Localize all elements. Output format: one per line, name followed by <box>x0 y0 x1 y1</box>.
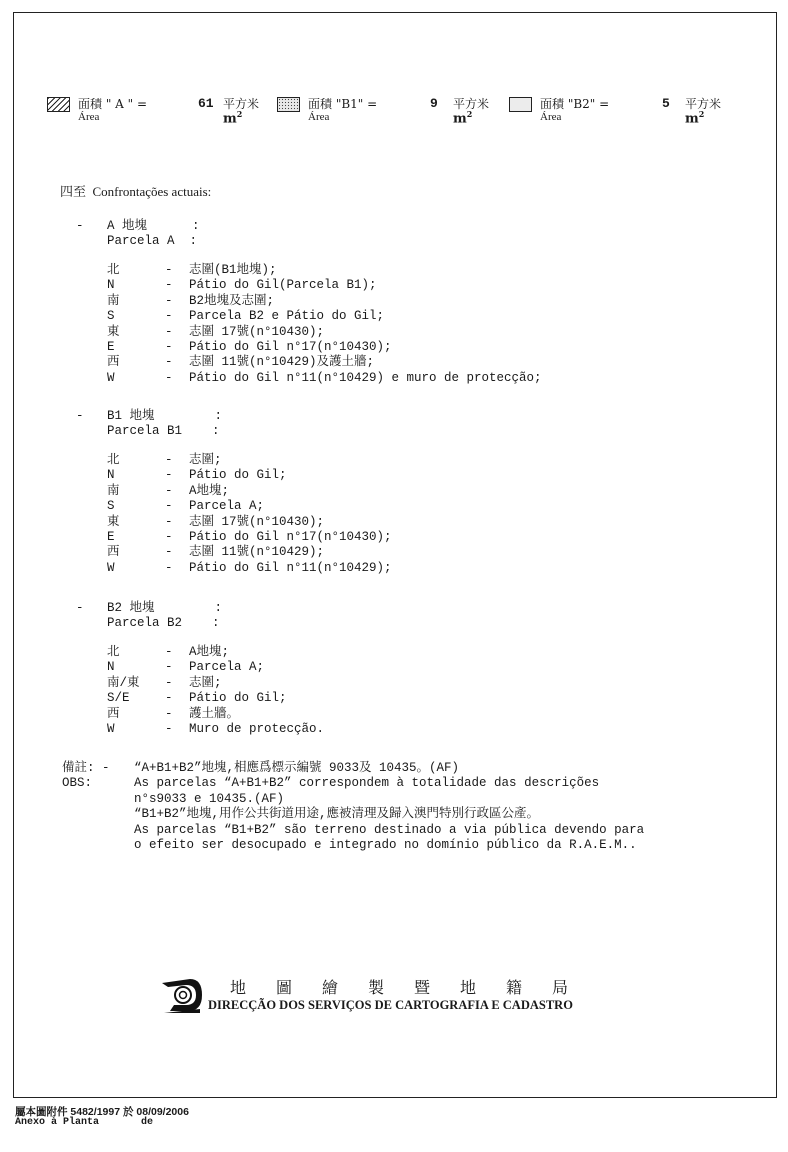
agency-char: 繪 <box>322 978 339 997</box>
boundary-direction: 西 <box>107 707 120 721</box>
agency-char: 局 <box>552 978 569 997</box>
boundary-direction: S <box>107 309 115 323</box>
parcel-title-pt: Parcela A : <box>107 234 198 248</box>
boundary-direction: S <box>107 499 115 513</box>
parcel-dash: - <box>76 219 84 233</box>
obs-label-zh: 備註: - <box>62 761 110 775</box>
boundary-dash: - <box>165 515 173 529</box>
boundary-text: Pátio do Gil(Parcela B1); <box>189 278 377 292</box>
boundary-text: Pátio do Gil; <box>189 468 287 482</box>
footer-annex-pt: Anexo à Planta de <box>15 1117 154 1128</box>
boundary-text: Parcela A; <box>189 499 265 513</box>
legend-label-pt: Área <box>308 111 330 123</box>
boundary-direction: S/E <box>107 691 130 705</box>
boundary-text: 志圍; <box>189 453 222 467</box>
boundary-text: Pátio do Gil n°11(n°10429) e muro de protecção; <box>189 371 542 385</box>
boundary-text: 護土牆。 <box>189 707 240 721</box>
boundary-dash: - <box>165 561 173 575</box>
footer-annex-zh: 屬本圖附件 5482/1997 於 08/09/2006 <box>15 1106 189 1118</box>
boundary-direction: 北 <box>107 453 120 467</box>
boundary-dash: - <box>165 309 173 323</box>
boundary-direction: W <box>107 561 115 575</box>
boundary-dash: - <box>165 707 173 721</box>
boundary-direction: N <box>107 468 115 482</box>
boundary-dash: - <box>165 530 173 544</box>
boundary-text: 志圍; <box>189 676 222 690</box>
boundary-dash: - <box>165 340 173 354</box>
boundary-dash: - <box>165 355 173 369</box>
boundary-direction: 東 <box>107 325 120 339</box>
legend-unit-m-base: m <box>223 111 237 127</box>
legend-unit-zh: 平方米 <box>453 97 490 111</box>
legend-label-pt: Área <box>78 111 100 123</box>
boundary-dash: - <box>165 545 173 559</box>
boundary-dash: - <box>165 722 173 736</box>
legend-unit-m-base: m <box>453 111 467 127</box>
boundary-direction: 西 <box>107 355 120 369</box>
agency-char: 籍 <box>506 978 523 997</box>
boundary-dash: - <box>165 453 173 467</box>
boundary-dash: - <box>165 263 173 277</box>
boundary-direction: E <box>107 340 115 354</box>
obs-line: n°s9033 e 10435.(AF) <box>134 792 285 806</box>
boundary-text: Pátio do Gil n°17(n°10430); <box>189 340 392 354</box>
legend-swatch <box>277 97 300 112</box>
legend-value: 9 <box>430 96 438 111</box>
obs-line: As parcelas “B1+B2” são terreno destinado a via pública devendo para <box>134 823 645 837</box>
boundary-text: Muro de protecção. <box>189 722 325 736</box>
legend-unit-m-sup: 2 <box>698 109 705 119</box>
boundary-text: Pátio do Gil; <box>189 691 287 705</box>
parcel-title-pt: Parcela B2 : <box>107 616 220 630</box>
legend-swatch <box>509 97 532 112</box>
dscc-logo-icon <box>160 975 204 1015</box>
parcel-title-zh: B2 地塊 : <box>107 601 223 615</box>
agency-char: 地 <box>460 978 477 997</box>
boundary-dash: - <box>165 325 173 339</box>
boundary-direction: 南/東 <box>107 676 140 690</box>
boundary-text: 志圍 17號(n°10430); <box>189 325 325 339</box>
legend-label-zh: 面積 "B1" = <box>308 97 378 111</box>
boundary-direction: E <box>107 530 115 544</box>
agency-char: 圖 <box>276 978 293 997</box>
parcel-title-pt: Parcela B1 : <box>107 424 220 438</box>
boundary-text: A地塊; <box>189 645 230 659</box>
parcel-title-zh: B1 地塊 : <box>107 409 223 423</box>
boundary-text: Pátio do Gil n°17(n°10430); <box>189 530 392 544</box>
obs-label-pt: OBS: <box>62 776 93 790</box>
legend-unit-m <box>453 109 472 126</box>
document-frame <box>13 12 777 1098</box>
boundary-dash: - <box>165 371 173 385</box>
boundary-direction: N <box>107 278 115 292</box>
legend-unit-m-sup: 2 <box>236 109 243 119</box>
boundary-dash: - <box>165 468 173 482</box>
boundary-dash: - <box>165 691 173 705</box>
section-heading: 四至 Confrontações actuais: <box>60 184 212 199</box>
legend-unit-zh: 平方米 <box>685 97 722 111</box>
legend-value: 5 <box>662 96 670 111</box>
legend-item-b1 <box>277 95 507 135</box>
boundary-direction: N <box>107 660 115 674</box>
legend-unit-zh: 平方米 <box>223 97 260 111</box>
boundary-direction: W <box>107 371 115 385</box>
legend-label-zh: 面積 " A " = <box>78 97 148 111</box>
boundary-text: Parcela A; <box>189 660 265 674</box>
boundary-dash: - <box>165 484 173 498</box>
legend-label-zh: 面積 "B2" = <box>540 97 610 111</box>
boundary-text: 志圍 11號(n°10429); <box>189 545 325 559</box>
obs-line: o efeito ser desocupado e integrado no domínio público da R.A.E.M.. <box>134 838 637 852</box>
parcel-dash: - <box>76 601 84 615</box>
parcel-title-zh: A 地塊 : <box>107 219 200 233</box>
legend-unit-m <box>685 109 704 126</box>
boundary-direction: 北 <box>107 645 120 659</box>
boundary-text: 志圍 11號(n°10429)及護土牆; <box>189 355 375 369</box>
obs-line: “B1+B2”地塊,用作公共街道用途,應被清理及歸入澳門特別行政區公產。 <box>134 807 540 821</box>
legend-unit-m-base: m <box>685 111 699 127</box>
agency-char: 製 <box>368 978 385 997</box>
boundary-direction: 南 <box>107 294 120 308</box>
agency-block <box>160 975 630 1025</box>
boundary-text: B2地塊及志圍; <box>189 294 275 308</box>
boundary-text: Pátio do Gil n°11(n°10429); <box>189 561 392 575</box>
legend-item-a <box>47 95 277 135</box>
boundary-direction: 北 <box>107 263 120 277</box>
boundary-dash: - <box>165 645 173 659</box>
boundary-direction: 南 <box>107 484 120 498</box>
legend-unit-m <box>223 109 242 126</box>
boundary-dash: - <box>165 278 173 292</box>
legend-item-b2 <box>509 95 739 135</box>
legend-value: 61 <box>198 96 214 111</box>
boundary-dash: - <box>165 660 173 674</box>
boundary-dash: - <box>165 676 173 690</box>
agency-char: 地 <box>230 978 247 997</box>
boundary-text: Parcela B2 e Pátio do Gil; <box>189 309 385 323</box>
boundary-direction: 東 <box>107 515 120 529</box>
agency-char: 暨 <box>414 978 431 997</box>
boundary-dash: - <box>165 294 173 308</box>
boundary-text: 志圍 17號(n°10430); <box>189 515 325 529</box>
parcel-dash: - <box>76 409 84 423</box>
boundary-text: A地塊; <box>189 484 230 498</box>
agency-name-pt: DIRECÇÃO DOS SERVIÇOS DE CARTOGRAFIA E CADASTRO <box>208 998 573 1012</box>
obs-line: “A+B1+B2”地塊,相應爲標示編號 9033及 10435。(AF) <box>134 761 460 775</box>
agency-name-zh <box>230 975 598 998</box>
obs-line: As parcelas “A+B1+B2” correspondem à totalidade das descrições <box>134 776 600 790</box>
legend-swatch <box>47 97 70 112</box>
boundary-direction: W <box>107 722 115 736</box>
boundary-text: 志圍(B1地塊); <box>189 263 277 277</box>
boundary-dash: - <box>165 499 173 513</box>
legend-unit-m-sup: 2 <box>466 109 473 119</box>
boundary-direction: 西 <box>107 545 120 559</box>
legend-label-pt: Área <box>540 111 562 123</box>
